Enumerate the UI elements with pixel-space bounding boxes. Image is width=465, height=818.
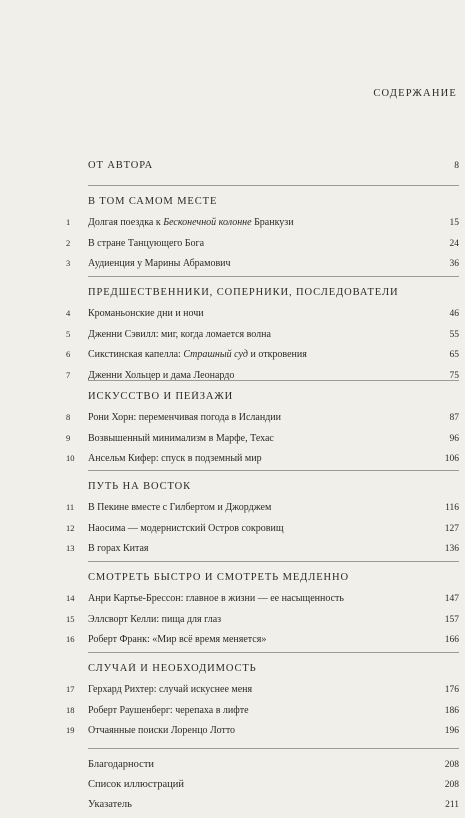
toc-entry[interactable] (66, 308, 459, 319)
section-title: СЛУЧАЙ И НЕОБХОДИМОСТЬ (88, 663, 257, 674)
chapter-title: Дженни Сэвилл: миг, когда ломается волна (88, 328, 271, 340)
toc-entry[interactable] (66, 613, 459, 625)
chapter-title: Ансельм Кифер: спуск в подземный мир (88, 453, 262, 464)
section-heading[interactable] (88, 391, 459, 402)
chapter-title: Возвышенный минимализм в Марфе, Техас (88, 432, 274, 444)
back-matter-title: Указатель (88, 799, 132, 810)
chapter-title: Эллсворт Келли: пища для глаз (88, 613, 222, 625)
page-number: 127 (444, 523, 459, 534)
section-title: ИСКУССТВО И ПЕЙЗАЖИ (88, 391, 234, 402)
chapter-number: 18 (66, 704, 75, 715)
toc-entry-back-matter[interactable] (88, 759, 459, 770)
page-number: 65 (449, 350, 459, 360)
toc-entry[interactable] (66, 328, 459, 340)
section-title: В ТОМ САМОМ МЕСТЕ (88, 196, 218, 207)
page-number: 46 (449, 309, 459, 319)
back-matter-title: Список иллюстраций (88, 779, 184, 790)
chapter-number: 3 (66, 258, 71, 268)
page-number: 116 (445, 503, 459, 513)
toc-entry[interactable] (66, 543, 459, 554)
chapter-title: В горах Китая (88, 543, 149, 554)
toc-entry[interactable] (66, 634, 459, 645)
page-number: 208 (444, 780, 459, 790)
section-rule (88, 470, 459, 471)
chapter-number: 16 (66, 634, 75, 644)
page-number: 208 (444, 760, 459, 770)
chapter-title: Аудиенция у Марины Абрамович (88, 258, 231, 269)
chapter-number: 17 (66, 684, 75, 694)
section-title: ПУТЬ НА ВОСТОК (88, 481, 192, 492)
section-heading[interactable] (88, 572, 459, 583)
page-number: 147 (444, 594, 459, 604)
section-rule (88, 561, 459, 562)
page-number: 96 (449, 433, 459, 444)
section-rule (88, 276, 459, 277)
toc-entry-back-matter[interactable] (88, 799, 459, 810)
toc-entry[interactable] (66, 502, 459, 513)
chapter-number: 14 (66, 593, 75, 603)
toc-title: СОДЕРЖАНИЕ (373, 88, 457, 99)
page-number: 136 (444, 544, 459, 554)
chapter-title: Герхард Рихтер: случай искуснее меня (88, 684, 253, 695)
toc-entry[interactable] (66, 453, 459, 464)
chapter-number: 1 (66, 217, 71, 227)
chapter-number: 2 (66, 237, 71, 248)
section-title: СМОТРЕТЬ БЫСТРО И СМОТРЕТЬ МЕДЛЕННО (88, 572, 349, 583)
page-number: 166 (444, 635, 459, 645)
toc-entry[interactable] (66, 369, 459, 381)
chapter-number: 11 (66, 502, 75, 512)
page-number: 87 (449, 413, 459, 423)
chapter-number: 8 (66, 412, 71, 422)
toc-entry-back-matter[interactable] (88, 779, 459, 790)
toc-entry[interactable] (66, 217, 459, 228)
page-number: 157 (444, 614, 459, 625)
chapter-title: Сикстинская капелла: Страшный суд и откровения (88, 349, 307, 360)
chapter-number: 10 (66, 453, 75, 463)
toc-entry[interactable] (66, 258, 459, 269)
section-rule (88, 185, 459, 186)
toc-entry[interactable] (66, 237, 459, 249)
toc-entry[interactable] (66, 412, 459, 423)
chapter-title: Отчаянные поиски Лоренцо Лотто (88, 725, 236, 736)
chapter-title: В стране Танцующего Бога (88, 237, 205, 249)
section-rule (88, 380, 459, 381)
page-number: 106 (444, 454, 459, 464)
section-heading[interactable] (88, 196, 459, 207)
toc-entry[interactable] (66, 432, 459, 444)
page-number: 176 (444, 685, 459, 695)
chapter-number: 7 (66, 369, 71, 380)
section-heading[interactable] (88, 663, 459, 674)
back-matter-title: Благодарности (88, 759, 155, 770)
chapter-title: Анри Картье-Брессон: главное в жизни — ее насыщенность (88, 593, 344, 604)
page-number: 36 (449, 259, 459, 269)
chapter-title: Рони Хорн: переменчивая погода в Исландии (88, 412, 281, 423)
chapter-title: Дженни Хольцер и дама Леонардо (88, 369, 235, 381)
page-number: 24 (449, 238, 459, 249)
page-number: 211 (445, 800, 459, 810)
section-title: ПРЕДШЕСТВЕННИКИ, СОПЕРНИКИ, ПОСЛЕДОВАТЕЛИ (88, 287, 399, 298)
page-number: 15 (449, 218, 459, 228)
chapter-title: Роберт Франк: «Мир всё время меняется» (88, 634, 267, 645)
toc-entry-intro[interactable] (88, 160, 459, 171)
chapter-title: Роберт Раушенберг: черепаха в лифте (88, 704, 249, 716)
chapter-number: 12 (66, 522, 75, 533)
toc-entry[interactable] (66, 684, 459, 695)
chapter-title: Долгая поездка к Бесконечной колонне Бранкузи (88, 217, 294, 228)
chapter-number: 13 (66, 543, 75, 553)
page-number: 196 (444, 726, 459, 736)
toc-entry[interactable] (66, 593, 459, 604)
chapter-number: 9 (66, 432, 71, 443)
page-number: 55 (449, 329, 459, 340)
chapter-number: 5 (66, 328, 71, 339)
section-heading[interactable] (88, 481, 459, 492)
toc-entry[interactable] (66, 725, 459, 736)
chapter-title: Кроманьонские дни и ночи (88, 308, 204, 319)
section-rule (88, 652, 459, 653)
section-rule (88, 748, 459, 749)
section-heading[interactable] (88, 287, 459, 298)
chapter-number: 6 (66, 349, 71, 359)
toc-entry[interactable] (66, 704, 459, 716)
entry-title: ОТ АВТОРА (88, 160, 154, 171)
toc-entry[interactable] (66, 522, 459, 534)
chapter-number: 19 (66, 725, 75, 735)
chapter-number: 4 (66, 308, 71, 318)
page-number: 75 (449, 370, 459, 381)
chapter-title: Наосима — модернистский Остров сокровищ (88, 522, 284, 534)
chapter-title: В Пекине вместе с Гилбертом и Джорджем (88, 502, 272, 513)
toc-entry[interactable] (66, 349, 459, 360)
page-number: 186 (444, 705, 459, 716)
chapter-number: 15 (66, 613, 75, 624)
page-number: 8 (454, 161, 459, 171)
